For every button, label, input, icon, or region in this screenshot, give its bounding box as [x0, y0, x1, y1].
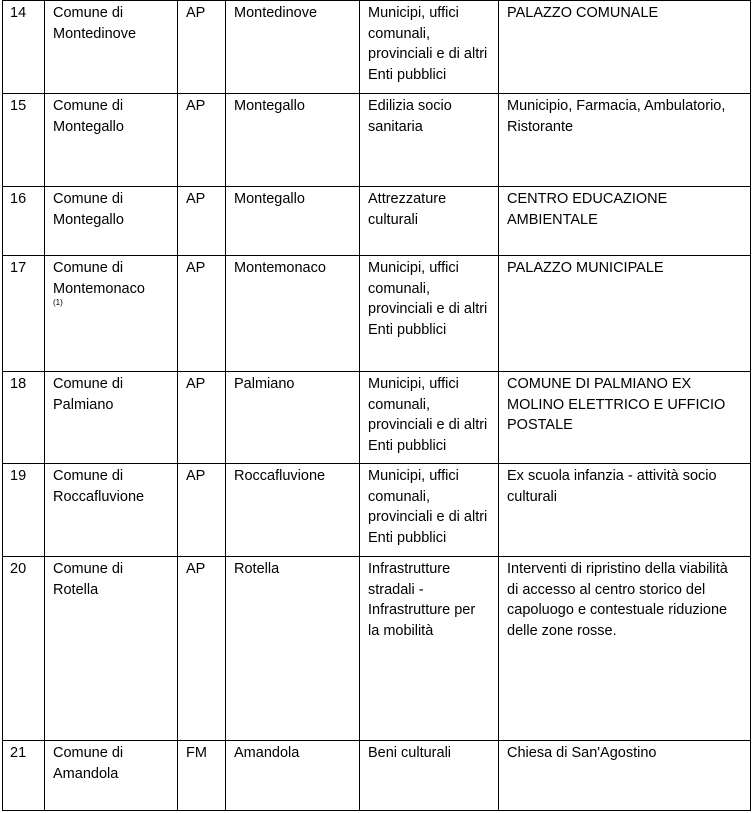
comune-name: Montegallo: [234, 98, 305, 114]
provincia-code: AP: [186, 468, 206, 484]
provincia-code: AP: [186, 260, 206, 276]
comune-name: Montemonaco: [234, 260, 326, 276]
comune-name: Roccafluvione: [234, 468, 326, 484]
categoria-cell: [360, 94, 499, 187]
row-number-text: 14: [10, 5, 27, 21]
row-number-text: 15: [10, 98, 27, 114]
categoria-text: Municipi, uffici comunali, provinciali e di altri Enti pubblici: [368, 5, 488, 83]
intervento-cell: [499, 372, 751, 464]
comune-cell: [226, 94, 360, 187]
row-number: [3, 557, 45, 741]
intervento-text: Municipio, Farmacia, Ambulatorio, Ristorante: [507, 98, 726, 135]
comune-cell: [226, 741, 360, 811]
intervento-cell: [499, 557, 751, 741]
categoria-cell: [360, 464, 499, 557]
categoria-text: Municipi, uffici comunali, provinciali e di altri Enti pubblici: [368, 468, 488, 546]
categoria-text: Attrezzature culturali: [368, 191, 447, 228]
categoria-text: Infrastrutture stradali - Infrastrutture per la mobilità: [368, 561, 476, 639]
table-row: [3, 464, 751, 557]
comune-name: Montegallo: [234, 191, 305, 207]
provincia-cell: [178, 94, 226, 187]
comune-cell: [226, 187, 360, 256]
categoria-text: Beni culturali: [368, 745, 452, 761]
row-number-text: 21: [10, 745, 27, 761]
ente-cell: [45, 94, 178, 187]
categoria-cell: [360, 256, 499, 372]
intervento-text: Ex scuola infanzia - attività socio culturali: [507, 468, 717, 505]
ente-name: Comune di Amandola: [53, 745, 124, 782]
comune-cell: [226, 372, 360, 464]
row-number-text: 19: [10, 468, 27, 484]
row-number-text: 17: [10, 260, 27, 276]
provincia-cell: [178, 557, 226, 741]
provincia-code: AP: [186, 5, 206, 21]
row-number: [3, 741, 45, 811]
provincia-code: AP: [186, 561, 206, 577]
categoria-text: Municipi, uffici comunali, provinciali e di altri Enti pubblici: [368, 376, 488, 454]
categoria-cell: [360, 187, 499, 256]
comune-cell: [226, 1, 360, 94]
provincia-code: AP: [186, 191, 206, 207]
intervento-text: CENTRO EDUCAZIONE AMBIENTALE: [507, 191, 668, 228]
ente-cell: [45, 372, 178, 464]
row-number: [3, 187, 45, 256]
ente-name: Comune di Montegallo: [53, 98, 124, 135]
comune-name: Amandola: [234, 745, 300, 761]
row-number: [3, 94, 45, 187]
comune-cell: [226, 256, 360, 372]
categoria-cell: [360, 1, 499, 94]
table-row: [3, 372, 751, 464]
row-number-text: 20: [10, 561, 27, 577]
intervento-text: COMUNE DI PALMIANO EX MOLINO ELETTRICO E UFFICIO POSTALE: [507, 376, 726, 433]
intervento-cell: [499, 464, 751, 557]
categoria-text: Edilizia socio sanitaria: [368, 98, 452, 135]
ente-name: Comune di Rotella: [53, 561, 124, 598]
row-number-text: 16: [10, 191, 27, 207]
categoria-text: Municipi, uffici comunali, provinciali e di altri Enti pubblici: [368, 260, 488, 338]
intervento-text: Interventi di ripristino della viabilità di accesso al centro storico del capoluogo e contestuale riduzione delle zone rosse.: [507, 561, 728, 639]
intervento-text: PALAZZO MUNICIPALE: [507, 260, 664, 276]
ente-cell: [45, 256, 178, 372]
footnote-ref: (1): [53, 298, 63, 307]
row-number: [3, 1, 45, 94]
comune-name: Palmiano: [234, 376, 295, 392]
provincia-code: FM: [186, 745, 207, 761]
provincia-code: AP: [186, 376, 206, 392]
table-row: [3, 187, 751, 256]
ente-cell: [45, 557, 178, 741]
intervento-cell: [499, 1, 751, 94]
row-number: [3, 464, 45, 557]
comune-cell: [226, 464, 360, 557]
table-row: [3, 256, 751, 372]
row-number: [3, 256, 45, 372]
provincia-cell: [178, 741, 226, 811]
categoria-cell: [360, 372, 499, 464]
provincia-cell: [178, 1, 226, 94]
provincia-cell: [178, 256, 226, 372]
categoria-cell: [360, 557, 499, 741]
table-row: [3, 94, 751, 187]
ente-cell: [45, 464, 178, 557]
row-number: [3, 372, 45, 464]
row-number-text: 18: [10, 376, 27, 392]
table-row: [3, 1, 751, 94]
ente-cell: [45, 187, 178, 256]
intervento-text: PALAZZO COMUNALE: [507, 5, 659, 21]
comune-cell: [226, 557, 360, 741]
ente-name: Comune di Roccafluvione: [53, 468, 145, 505]
ente-cell: [45, 1, 178, 94]
intervento-text: Chiesa di San'Agostino: [507, 745, 657, 761]
provincia-cell: [178, 372, 226, 464]
provincia-cell: [178, 187, 226, 256]
table-body: [3, 1, 751, 811]
ente-name: Comune di Montemonaco: [53, 260, 145, 297]
categoria-cell: [360, 741, 499, 811]
table-row: [3, 557, 751, 741]
intervento-cell: [499, 256, 751, 372]
ente-name: Comune di Palmiano: [53, 376, 124, 413]
intervento-cell: [499, 741, 751, 811]
interventions-table: [2, 0, 751, 811]
comune-name: Montedinove: [234, 5, 318, 21]
intervento-cell: [499, 187, 751, 256]
provincia-cell: [178, 464, 226, 557]
ente-name: Comune di Montegallo: [53, 191, 124, 228]
provincia-code: AP: [186, 98, 206, 114]
comune-name: Rotella: [234, 561, 280, 577]
intervento-cell: [499, 94, 751, 187]
table-row: [3, 741, 751, 811]
ente-cell: [45, 741, 178, 811]
ente-name: Comune di Montedinove: [53, 5, 137, 42]
